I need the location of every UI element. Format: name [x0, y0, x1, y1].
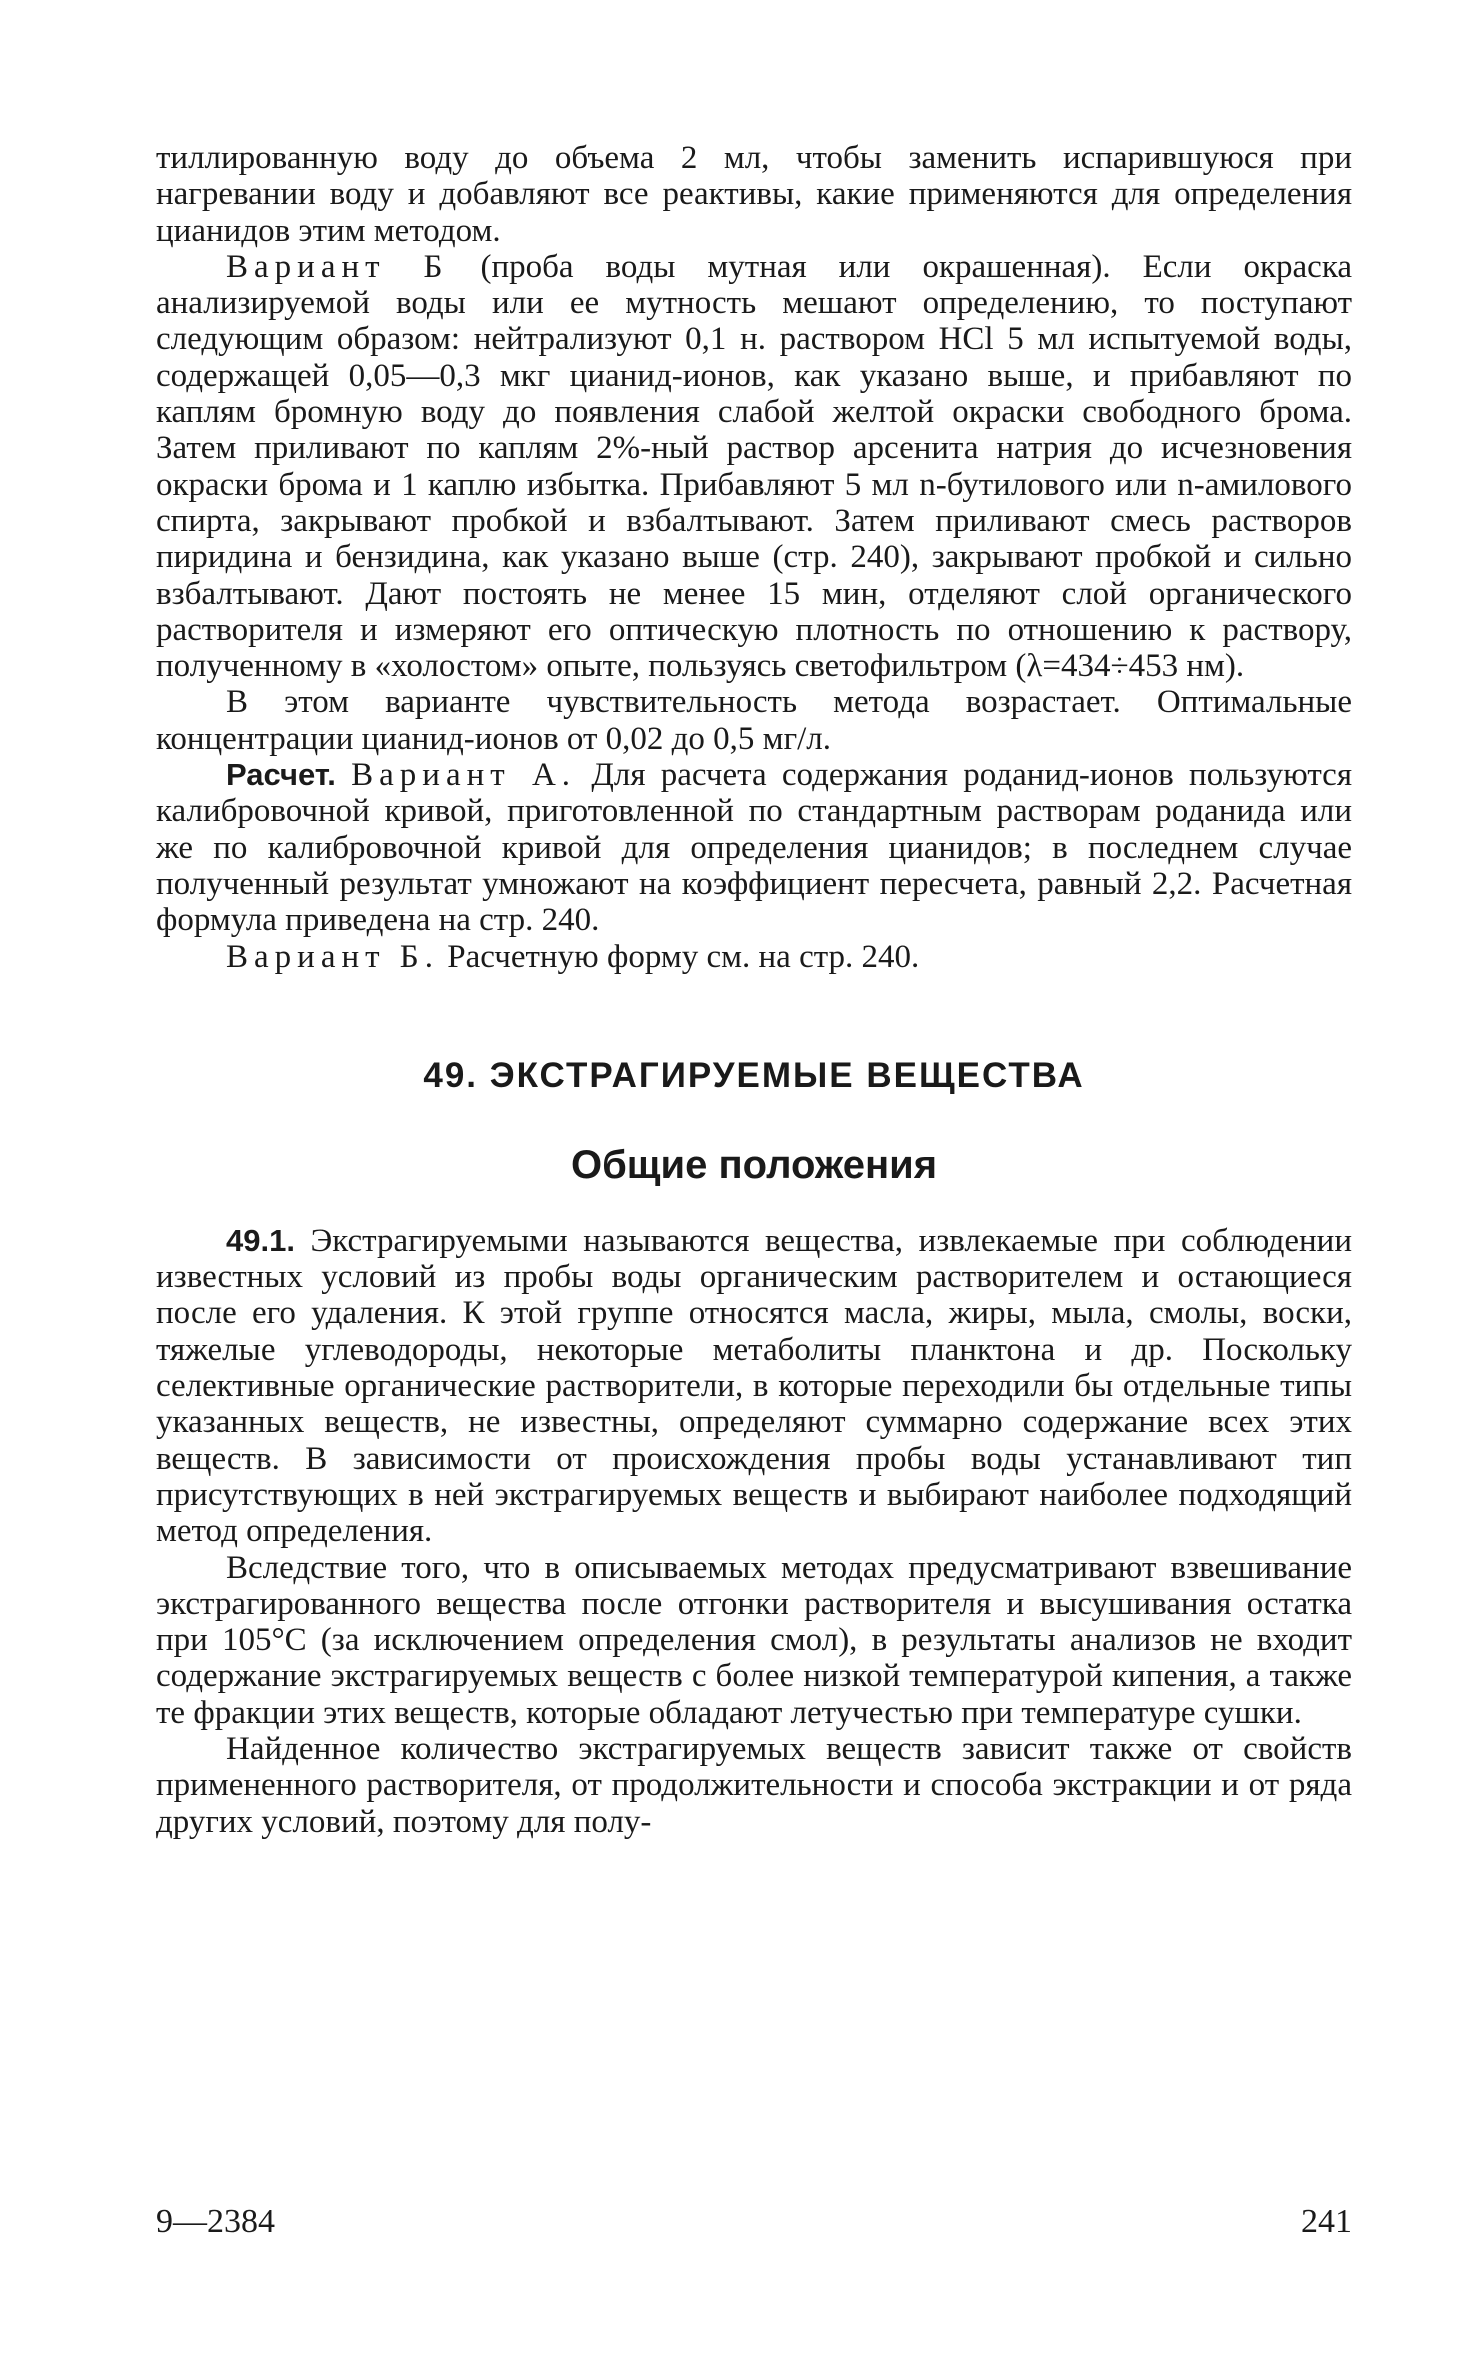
page-number: 241 [1301, 2203, 1352, 2240]
paragraph-amount: Найденное количество экстрагируемых веществ зависит также от свойств примененного растворителя, от продолжительности и способа экстракции и от ряда других условий, поэтому для полу- [156, 1730, 1352, 1840]
variant-b-text: (проба воды мутная или окрашенная). Если окраска анализируемой воды или ее мутность мешают определению, то поступают следующим образом: нейтрализуют 0,1 н. раствором HCl 5 мл испытуемой воды, содержащей 0,05—0,3 мкг цианид-ионов, как указано выше, и прибавляют по каплям бромную воду до появления слабой желтой окраски свободного брома. Затем приливают по каплям 2%-ный раствор арсенита натрия до исчезновения окраски брома и 1 каплю избытка. Прибавляют 5 мл n-бутилового или n-амилового спирта, закрывают пробкой и взбалтывают. Затем приливают смесь растворов пиридина и бензидина, как указано выше (стр. 240), закрывают пробкой и сильно взбалтывают. Дают постоять не менее 15 мин, отделяют слой органического растворителя и измеряют его оптическую плотность по отношению к раствору, полученному в «холостом» опыте, пользуясь светофильтром (λ=434÷453 нм). [156, 248, 1352, 685]
calculation-text: Для расчета содержания роданид-ионов пользуются калибровочной кривой, приготовленной по стандартным растворам роданида или же по калибровочной кривой для определения цианидов; в последнем случае полученный результат умножают на коэффициент пересчета, равный 2,2. Расчетная формула приведена на стр. 240. [156, 757, 1352, 939]
subsection-title: Общие положения [570, 1142, 938, 1187]
paragraph-variant-b-calc [156, 939, 1352, 975]
paragraph-49-1 [156, 1223, 1352, 1550]
page-content [156, 140, 1352, 1840]
printer-signature: 9—2384 [156, 2203, 275, 2240]
variant-b-calc-label: Вариант Б. [226, 938, 439, 975]
paragraph-sensitivity: В этом варианте чувствительность метода возрастает. Оптимальные концентрации цианид-ионов от 0,02 до 0,5 мг/л. [156, 684, 1352, 757]
variant-b-calc-text: Расчетную форму см. на стр. 240. [439, 938, 920, 975]
paragraph-calculation [156, 757, 1352, 938]
paragraph-continued: тиллированную воду до объема 2 мл, чтобы заменить испарившуюся при нагревании воду и добавляют все реактивы, какие применяются для определения цианидов этим методом. [156, 140, 1352, 249]
clause-number: 49.1. [226, 1222, 295, 1258]
variant-a-label: Вариант А. [351, 757, 577, 794]
section-title: 49. ЭКСТРАГИРУЕМЫЕ ВЕЩЕСТВА [423, 1055, 1085, 1095]
variant-b-label: Вариант Б [226, 248, 449, 285]
clause-text: Экстрагируемыми называются вещества, извлекаемые при соблюдении известных условий из пробы воды органическим растворителем и остающиеся после его удаления. К этой группе относятся масла, жиры, мыла, смолы, воски, тяжелые углеводороды, некоторые метаболиты планктона и др. Поскольку селективные органические растворители, в которые переходили бы отдельные типы указанных веществ, не известны, определяют суммарно содержание всех этих веществ. В зависимости от происхождения пробы воды устанавливают тип присутствующих в ней экстрагируемых веществ и выбирают наиболее подходящий метод определения. [156, 1222, 1352, 1550]
paragraph-variant-b [156, 249, 1352, 685]
paragraph-consequence: Вследствие того, что в описываемых методах предусматривают взвешивание экстрагированного вещества после отгонки растворителя и высушивания остатка при 105°С (за исключением определения смол), в результаты анализов не входит содержание экстрагируемых веществ с более низкой температурой кипения, а также те фракции этих веществ, которые обладают летучестью при температуре сушки. [156, 1549, 1352, 1731]
calculation-heading: Расчет. [226, 757, 336, 793]
page-footer [156, 2203, 1352, 2243]
